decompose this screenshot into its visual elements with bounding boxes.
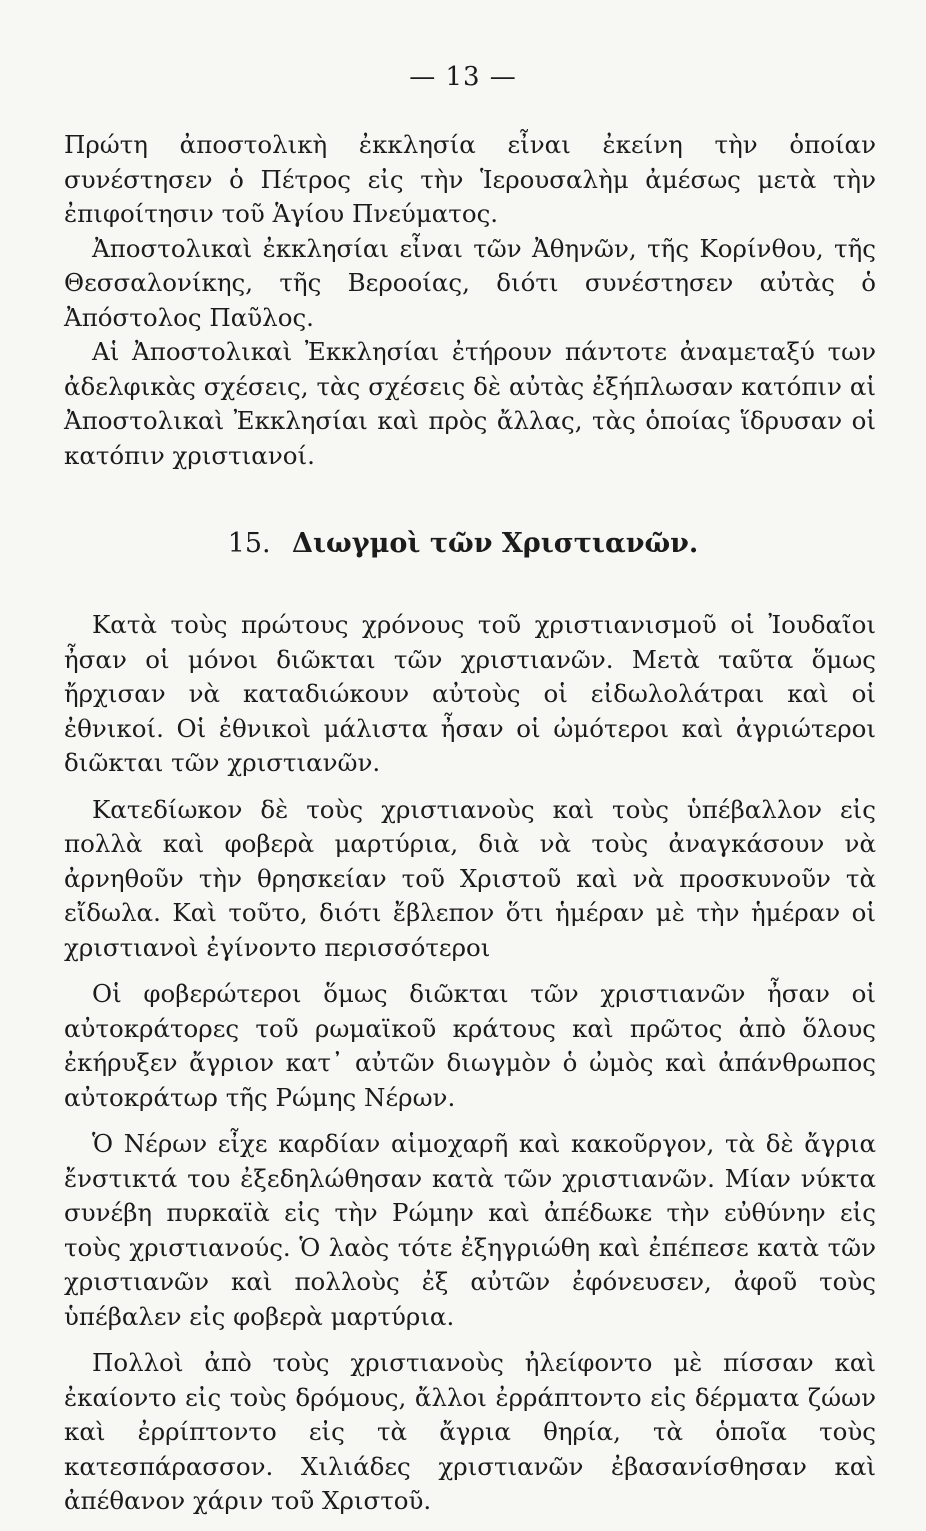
- section-number: 15.: [227, 528, 271, 559]
- section-body: [64, 608, 876, 1531]
- paragraph: Αἱ Ἀποστολικαὶ Ἐκκλησίαι ἐτήρουν πάντοτε ἀναμεταξύ των ἀδελφικὰς σχέσεις, τὰς σχέσεις δὲ αὐτὰς ἐξήπλωσαν κατόπιν αἱ Ἀποστολικαὶ Ἐκκλησίαι καὶ πρὸς ἄλλας, τὰς ὁποίας ἵδρυσαν οἱ κατόπιν χριστιανοί.: [64, 337, 876, 470]
- intro-text: [64, 128, 876, 473]
- page-number: — 13 —: [409, 62, 517, 92]
- paragraph: Οἱ φοβερώτεροι ὅμως διῶκται τῶν χριστιανῶν ἦσαν οἱ αὐτοκράτορες τοῦ ρωμαϊκοῦ κράτους καὶ πρῶτος ἀπὸ ὅλους ἐκήρυξεν ἄγριον κατ᾽ αὐτῶν διωγμὸν ὁ ὠμὸς καὶ ἀπάνθρωπος αὐτοκράτωρ τῆς Ρώμης Νέρων.: [64, 979, 876, 1112]
- section-title: Διωγμοὶ τῶν Χριστιανῶν.: [292, 528, 699, 559]
- paragraph: Ἀποστολικαὶ ἐκκλησίαι εἶναι τῶν Ἀθηνῶν, τῆς Κορίνθου, τῆς Θεσσαλονίκης, τῆς Βεροοίας, διότι συνέστησεν αὐτὰς ὁ Ἀπόστολος Παῦλος.: [64, 233, 876, 332]
- paragraph: Πολλοὶ ἀπὸ τοὺς χριστιανοὺς ἠλείφοντο μὲ πίσσαν καὶ ἐκαίοντο εἰς τοὺς δρόμους, ἄλλοι ἐρράπτοντο εἰς δέρματα ζώων καὶ ἐρρίπτοντο εἰς τὰ ἄγρια θηρία, τὰ ὁποῖα τοὺς κατεσπάρασσον. Χιλιάδες χριστιανῶν ἐβασανίσθησαν καὶ ἀπέθανον χάριν τοῦ Χριστοῦ.: [64, 1348, 876, 1515]
- paragraph: Κατὰ τοὺς πρώτους χρόνους τοῦ χριστιανισμοῦ οἱ Ἰουδαῖοι ἦσαν οἱ μόνοι διῶκται τῶν χριστιανῶν. Μετὰ ταῦτα ὅμως ἤρχισαν νὰ καταδιώκουν αὐτοὺς οἱ εἰδωλολάτραι καὶ οἱ ἐθνικοί. Οἱ ἐθνικοὶ μάλιστα ἦσαν οἱ ὠμότεροι καὶ ἀγριώτεροι διῶκται τῶν χριστιανῶν.: [64, 610, 876, 777]
- paragraph: Ὁ Νέρων εἶχε καρδίαν αἱμοχαρῆ καὶ κακοῦργον, τὰ δὲ ἄγρια ἔνστικτά του ἐξεδηλώθησαν κατὰ τῶν χριστιανῶν. Μίαν νύκτα συνέβη πυρκαϊὰ εἰς τὴν Ρώμην καὶ ἀπέδωκε τὴν εὐθύνην εἰς τοὺς χριστιανούς. Ὁ λαὸς τότε ἐξηγριώθη καὶ ἐπέπεσε κατὰ τῶν χριστιανῶν καὶ πολλοὺς ἐξ αὐτῶν ἐφόνευσεν, ἀφοῦ τοὺς ὑπέβαλεν εἰς φοβερὰ μαρτύρια.: [64, 1129, 876, 1331]
- paragraph: Κατεδίωκον δὲ τοὺς χριστιανοὺς καὶ τοὺς ὑπέβαλλον εἰς πολλὰ καὶ φοβερὰ μαρτύρια, διὰ νὰ τοὺς ἀναγκάσουν νὰ ἀρνηθοῦν τὴν θρησκείαν τοῦ Χριστοῦ καὶ νὰ προσκυνοῦν τὰ εἴδωλα. Καὶ τοῦτο, διότι ἔβλεπον ὅτι ἡμέραν μὲ τὴν ἡμέραν οἱ χριστιανοὶ ἐγίνοντο περισσότεροι: [64, 794, 876, 962]
- paragraph: Πρώτη ἀποστολικὴ ἐκκλησία εἶναι ἐκείνη τὴν ὁποίαν συνέστησεν ὁ Πέτρος εἰς τὴν Ἱερουσαλὴμ ἀμέσως μετὰ τὴν ἐπιφοίτησιν τοῦ Ἁγίου Πνεύματος.: [64, 130, 876, 228]
- section-heading: [0, 528, 926, 559]
